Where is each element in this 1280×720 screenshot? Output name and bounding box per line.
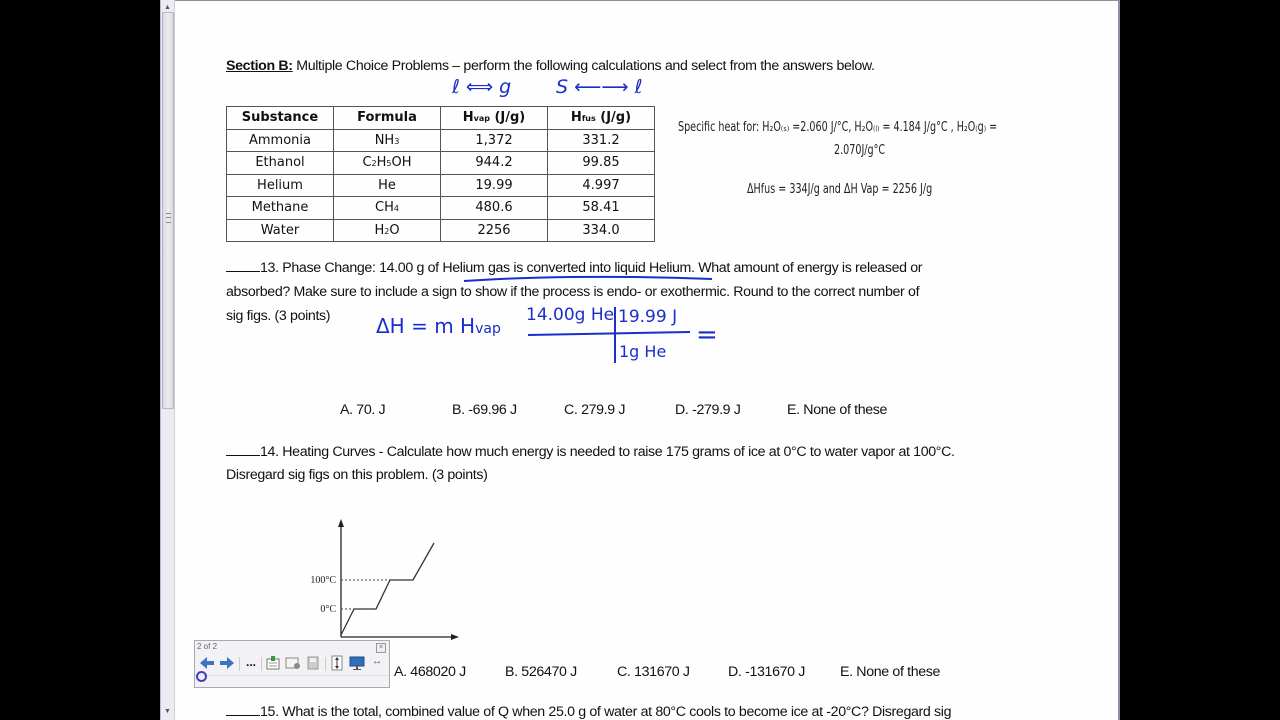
header-hfus: Hfus (J/g)	[548, 107, 655, 130]
handwritten-underline	[462, 274, 714, 284]
handwritten-numerator: 14.00g He	[526, 305, 615, 325]
table-row	[227, 197, 655, 220]
cell-substance: Ammonia	[227, 129, 334, 152]
header-substance: Substance	[227, 107, 334, 130]
toolbar-separator	[325, 657, 326, 671]
choice-a[interactable]: A. 468020 J	[394, 664, 466, 680]
cell-formula: NH3	[334, 129, 441, 152]
insert-page-icon[interactable]	[265, 655, 281, 671]
more-options-button[interactable]: ...	[245, 655, 256, 669]
scroll-up-arrow-icon[interactable]: ▲	[164, 4, 171, 11]
choice-d[interactable]: D. -131670 J	[728, 664, 806, 680]
question-13-line2: absorbed? Make sure to include a sign to show if the process is endo- or exothermic. Round to the correct number of	[226, 284, 920, 300]
heating-curve-chart	[266, 515, 466, 645]
section-heading	[226, 58, 875, 74]
choice-e[interactable]: E. None of these	[787, 402, 888, 418]
heating-curve-graph	[266, 515, 466, 645]
cell-formula: CH4	[334, 197, 441, 220]
view-options-icon[interactable]	[285, 655, 301, 671]
table-header-row	[227, 107, 655, 130]
toolbar-separator	[261, 657, 262, 671]
specific-heat-line1: Specific heat for: H₂O₍ₛ₎ =2.060 J/°C, H₂O₍ₗ₎ = 4.184 J/g°C , H₂O₍g₎ =	[678, 120, 998, 135]
handwritten-equals: =	[696, 320, 718, 350]
choice-c[interactable]: C. 279.9 J	[564, 402, 626, 418]
handwritten-solid-liquid: S ⟵⟶ ℓ	[556, 76, 643, 98]
cell-hvap: 2256	[441, 219, 548, 242]
fit-page-icon[interactable]	[329, 655, 345, 671]
cell-hvap: 944.2	[441, 152, 548, 175]
handwritten-formula: ΔH = m Hvap	[376, 314, 501, 338]
enthalpy-table	[226, 106, 655, 242]
question-13-line1: 13. Phase Change: 14.00 g of Helium gas is converted into liquid Helium. What amount of energy is released or	[226, 259, 922, 276]
header-hvap: Hvap (J/g)	[441, 107, 548, 130]
save-icon[interactable]	[305, 655, 321, 671]
toolbar-divider	[195, 675, 389, 676]
cell-hfus: 58.41	[548, 197, 655, 220]
cell-hfus: 4.997	[548, 174, 655, 197]
document-window	[160, 0, 1120, 720]
toolbar-separator	[239, 657, 240, 671]
cell-formula: C2H5OH	[334, 152, 441, 175]
cell-hfus: 334.0	[548, 219, 655, 242]
section-description: Multiple Choice Problems – perform the following calculations and select from the answers below.	[292, 58, 875, 74]
cell-substance: Methane	[227, 197, 334, 220]
handwritten-fraction-lines	[526, 305, 696, 370]
answer-blank	[226, 703, 260, 716]
choice-b[interactable]: B. 526470 J	[505, 664, 577, 680]
cell-formula: He	[334, 174, 441, 197]
scrollbar-thumb[interactable]	[162, 12, 174, 409]
cell-hvap: 1,372	[441, 129, 548, 152]
cell-substance: Ethanol	[227, 152, 334, 175]
svg-text:100°C: 100°C	[310, 575, 336, 586]
question-13-line3: sig figs. (3 points)	[226, 308, 331, 324]
table-row	[227, 129, 655, 152]
table-row	[227, 174, 655, 197]
cell-hvap: 480.6	[441, 197, 548, 220]
choice-e[interactable]: E. None of these	[840, 664, 941, 680]
question-14-line2: Disregard sig figs on this problem. (3 points)	[226, 467, 488, 483]
cell-formula: H2O	[334, 219, 441, 242]
enthalpy-constants: ΔHfus = 334J/g and ΔH Vap = 2256 J/g	[747, 182, 933, 197]
answer-blank	[226, 443, 260, 456]
cell-hfus: 99.85	[548, 152, 655, 175]
choice-d[interactable]: D. -279.9 J	[675, 402, 741, 418]
handwritten-denominator: 1g He	[619, 342, 667, 361]
handwritten-liquid-gas: ℓ ⟺ g	[452, 76, 512, 98]
cell-substance: Helium	[227, 174, 334, 197]
pdf-floating-toolbar[interactable]	[194, 640, 390, 688]
toolbar-button-row	[197, 655, 387, 673]
cell-substance: Water	[227, 219, 334, 242]
back-arrow-icon[interactable]	[199, 655, 215, 671]
fit-width-icon[interactable]: ↔	[372, 656, 382, 667]
scroll-down-arrow-icon[interactable]: ▼	[164, 708, 171, 715]
forward-arrow-icon[interactable]	[219, 655, 235, 671]
page-indicator: 2 of 2	[197, 642, 218, 651]
specific-heat-line2: 2.070J/g°C	[834, 143, 886, 158]
table-row	[227, 152, 655, 175]
choice-a[interactable]: A. 70. J	[340, 402, 386, 418]
scrollbar-grip-icon	[166, 213, 171, 223]
cell-hvap: 19.99	[441, 174, 548, 197]
document-page	[226, 0, 1086, 720]
question-15-line1: 15. What is the total, combined value of Q when 25.0 g of water at 80°C cools to become ice at -20°C? Disregard sig	[226, 703, 951, 720]
svg-text:0°C: 0°C	[320, 604, 336, 615]
header-formula: Formula	[334, 107, 441, 130]
question-14-line1: 14. Heating Curves - Calculate how much energy is needed to raise 175 grams of ice at 0°C to water vapor at 100°C.	[226, 443, 955, 460]
table-row	[227, 219, 655, 242]
vertical-scrollbar[interactable]	[160, 0, 175, 720]
choice-c[interactable]: C. 131670 J	[617, 664, 690, 680]
answer-blank	[226, 259, 260, 272]
cell-hfus: 331.2	[548, 129, 655, 152]
choice-b[interactable]: B. -69.96 J	[452, 402, 517, 418]
handwritten-factor: 19.99 J	[618, 307, 678, 327]
close-toolbar-button[interactable]: ×	[376, 643, 386, 653]
presentation-icon[interactable]	[349, 655, 365, 671]
section-label: Section B:	[226, 58, 293, 74]
mouse-cursor-indicator	[196, 671, 207, 682]
